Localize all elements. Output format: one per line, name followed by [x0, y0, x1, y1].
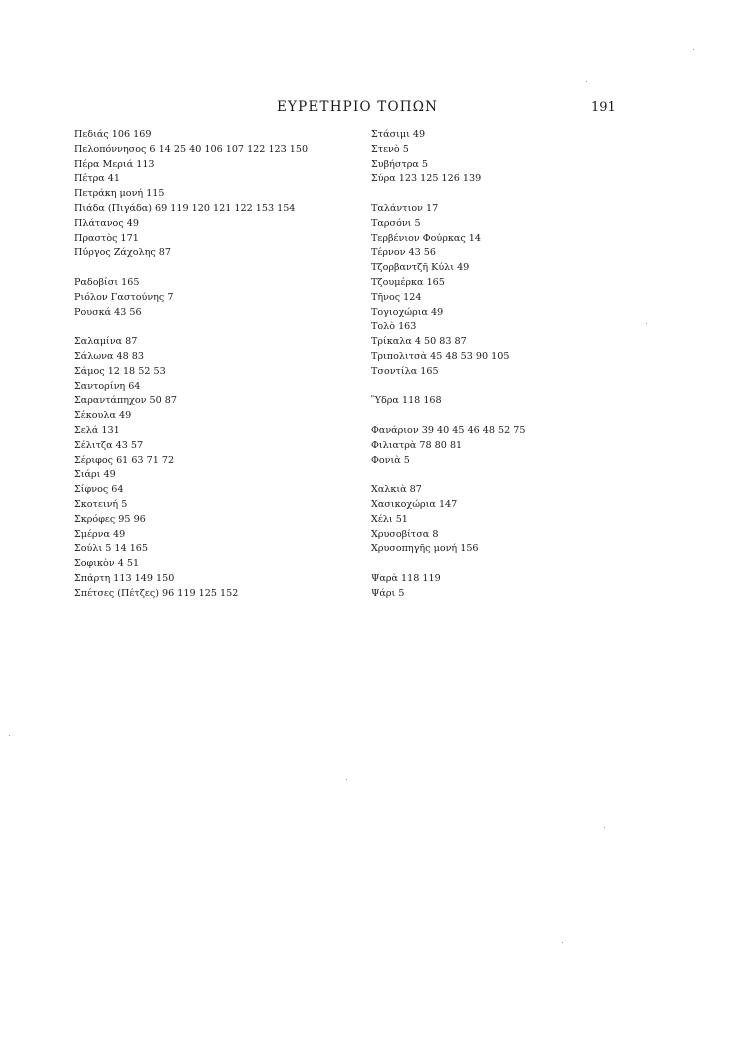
- index-entry: Πύργος Ζάχολης 87: [74, 247, 171, 259]
- index-entry: Ταρσόνι 5: [371, 217, 421, 229]
- index-entry: Σίφνος 64: [74, 484, 124, 496]
- index-entry: Πλάτανος 49: [74, 217, 139, 229]
- index-entry: Σαλαμίνα 87: [74, 336, 138, 348]
- index-entry: Πετράκη μονή 115: [74, 188, 165, 200]
- index-entry: Τογιοχώρια 49: [371, 306, 444, 318]
- page-title: ΕΥΡΕΤΗΡΙΟ ΤΟΠΩΝ: [277, 99, 439, 115]
- index-entry: Χασικοχώρια 147: [371, 498, 458, 510]
- index-entry: Σάλωνα 48 83: [74, 350, 144, 362]
- index-column-right: [371, 128, 671, 602]
- index-entry: Σπάρτη 113 149 150: [74, 572, 175, 584]
- scan-speck: [346, 779, 347, 780]
- index-entry: Τριπολιτσὰ 45 48 53 90 105: [371, 350, 510, 362]
- index-entry: Φανάριον 39 40 45 46 48 52 75: [371, 424, 526, 436]
- scan-speck: [646, 323, 647, 324]
- index-entry: Τρίκαλα 4 50 83 87: [371, 336, 467, 348]
- index-entry: Ραδοβίσι 165: [74, 276, 140, 288]
- index-entry: Σκοτεινή 5: [74, 498, 128, 510]
- scan-speck: [604, 827, 605, 828]
- index-entry: Ριόλον Γαστούνης 7: [74, 291, 174, 303]
- index-entry: Σελά 131: [74, 424, 120, 436]
- scan-speck: [562, 942, 563, 943]
- index-entry: Σπέτσες (Πέτζες) 96 119 125 152: [74, 587, 239, 599]
- scan-speck: [586, 81, 587, 82]
- index-entry: Ὕδρα 118 168: [371, 395, 442, 407]
- index-entry: Ταλάντιον 17: [371, 202, 439, 214]
- index-entry: Χαλκιὰ 87: [371, 484, 422, 496]
- group-gap: [74, 320, 359, 335]
- index-entry: Τῆνος 124: [371, 291, 422, 303]
- index-entry: Ψαρὰ 118 119: [371, 572, 441, 584]
- index-entry: Στάσιμι 49: [371, 129, 426, 140]
- index-entry: Στενὸ 5: [371, 143, 409, 155]
- index-entry: Τζορβαντζῆ Κύλι 49: [371, 262, 470, 274]
- index-entry: Φιλιατρὰ 78 80 81: [371, 439, 463, 451]
- index-entry: Συβήστρα 5: [371, 158, 429, 170]
- index-entry: Τσοντίλα 165: [371, 365, 439, 377]
- index-entry: Τέρνον 43 56: [371, 247, 436, 259]
- index-entry: Πελοπόννησος 6 14 25 40 106 107 122 123 150: [74, 143, 309, 155]
- index-entry: Σαραντάπηχον 50 87: [74, 395, 177, 407]
- index-entry: Σκρόφες 95 96: [74, 513, 146, 525]
- index-entry: Τολὸ 163: [371, 321, 417, 333]
- group-gap: [371, 187, 671, 202]
- index-entry: Πεδιάς 106 169: [74, 129, 152, 140]
- index-entry: Σέλιτζα 43 57: [74, 439, 144, 451]
- scan-speck: [693, 49, 694, 50]
- scan-speck: [9, 735, 10, 736]
- index-column-left: [74, 128, 359, 602]
- index-entry: Πέτρα 41: [74, 173, 121, 185]
- index-entry: Σιάρι 49: [74, 469, 116, 481]
- index-entry: Σύρα 123 125 126 139: [371, 173, 482, 185]
- index-entry: Σαντορίνη 64: [74, 380, 141, 392]
- index-entry: Τζουμέρκα 165: [371, 276, 445, 288]
- group-gap: [371, 409, 671, 424]
- index-entry: Σέριφος 61 63 71 72: [74, 454, 175, 466]
- group-gap: [371, 380, 671, 395]
- index-entry: Ψάρι 5: [371, 587, 405, 599]
- index-entry: Σάμος 12 18 52 53: [74, 365, 166, 377]
- page-number: 191: [591, 100, 616, 115]
- index-entry: Τερβένιον Φούρκας 14: [371, 232, 481, 244]
- group-gap: [371, 468, 671, 483]
- index-entry: Σμέρνα 49: [74, 528, 126, 540]
- index-entry: Πραστὸς 171: [74, 232, 139, 244]
- index-entry: Σοφικὸν 4 51: [74, 558, 140, 570]
- index-entry: Πιάδα (Πιγάδα) 69 119 120 121 122 153 154: [74, 202, 296, 214]
- group-gap: [371, 557, 671, 572]
- index-entry: Χέλι 51: [371, 513, 408, 525]
- index-entry: Ρουσκά 43 56: [74, 306, 142, 318]
- group-gap: [74, 261, 359, 276]
- index-entry: Χρυσοπηγῆς μονή 156: [371, 543, 479, 555]
- index-entry: Φονιὰ 5: [371, 454, 410, 466]
- index-entry: Χρυσοβίτσα 8: [371, 528, 439, 540]
- index-entry: Σέκουλα 49: [74, 410, 132, 422]
- index-entry: Πέρα Μεριά 113: [74, 158, 155, 170]
- index-entry: Σούλι 5 14 165: [74, 543, 149, 555]
